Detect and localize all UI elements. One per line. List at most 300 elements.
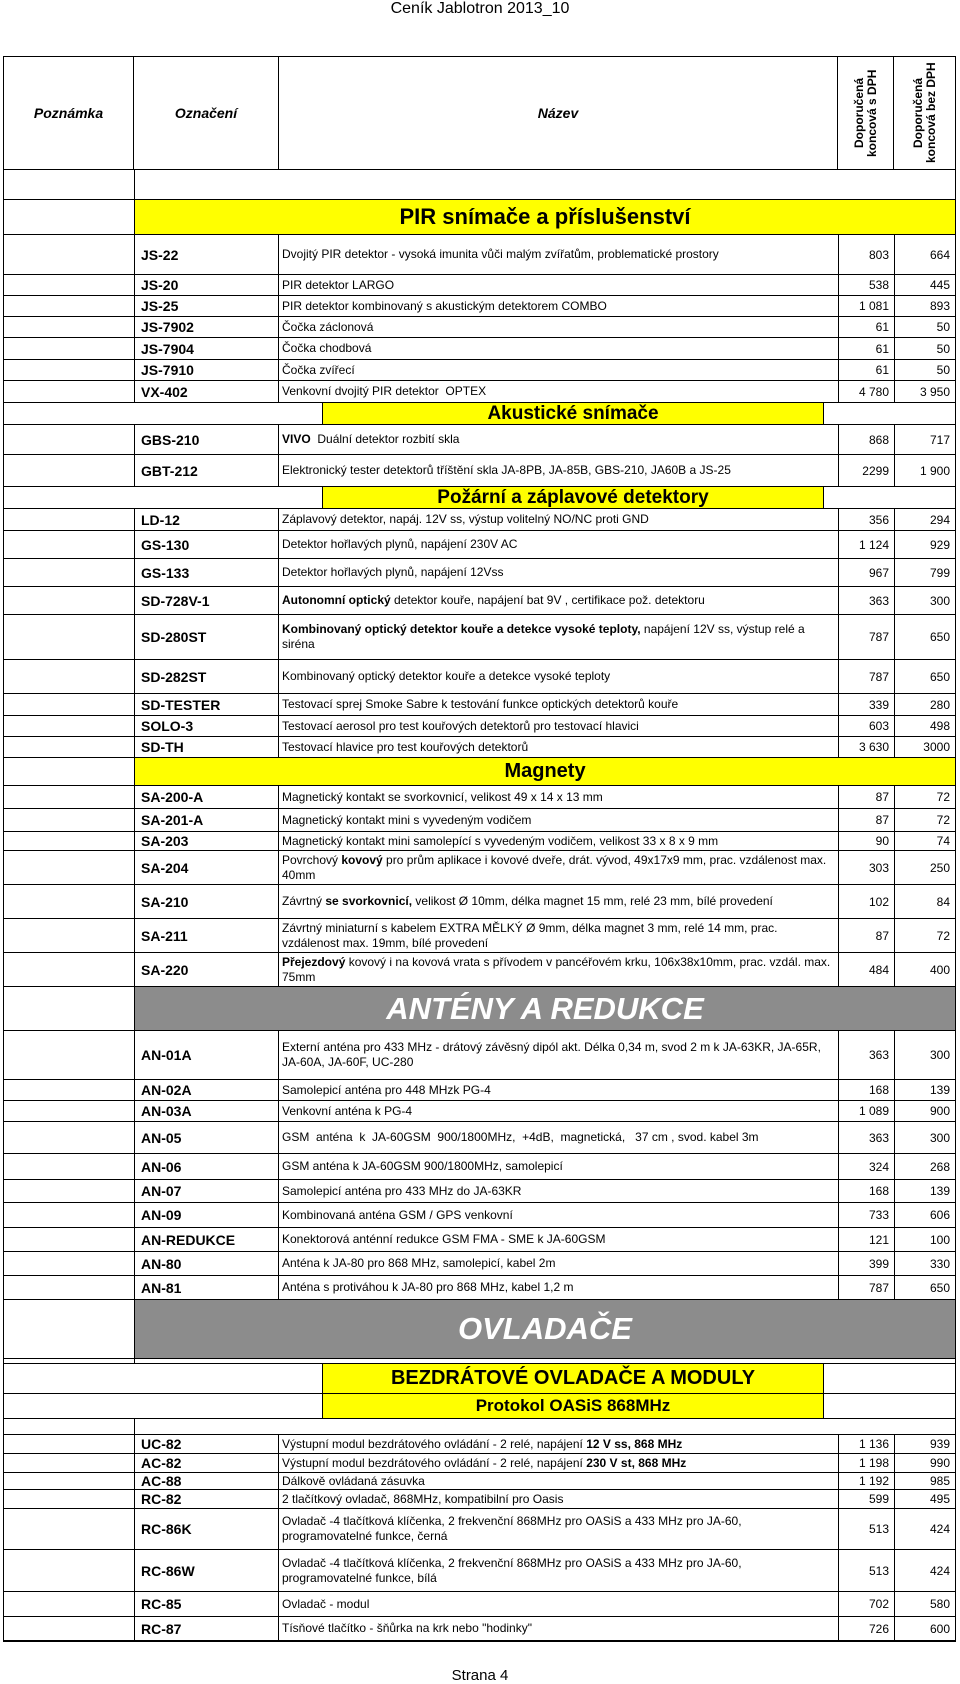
name-body: Elektronický tester detektorů tříštění skla JA-8PB, JA-85B, GBS-210, JA60B a JS-25 [282,463,731,477]
table-row [4,360,955,381]
product-name-text [282,719,639,734]
product-code: AN-07 [134,1180,279,1202]
product-name [279,1454,838,1472]
price-with-vat: 787 [838,615,894,659]
product-code: SA-211 [134,919,279,952]
product-name [279,587,838,614]
price-with-vat: 1 124 [838,531,894,558]
name-emphasis: kovový [341,852,383,867]
name-body: Samolepicí anténa pro 448 MHzk PG-4 [282,1082,491,1097]
price-with-vat: 599 [838,1490,894,1508]
price-without-vat: 300 [894,1122,955,1153]
price-without-vat: 650 [894,1276,955,1299]
product-name-text [282,1492,563,1507]
name-body: Samolepicí anténa pro 433 MHz do JA-63KR [282,1183,522,1198]
product-code: AC-82 [134,1454,279,1472]
price-with-vat: 324 [838,1154,894,1179]
subsection-header [4,1364,955,1394]
name-body: GSM anténa k JA-60GSM 900/1800MHz, +4dB, magnetická, 37 cm , svod. kabel 3m [282,1130,759,1144]
price-without-vat: 250 [894,851,955,884]
table-row [4,425,955,455]
header-price-vat: Doporučená koncová s DPH [838,57,894,169]
table-row [4,1101,955,1122]
table-row [4,1122,955,1154]
product-name [279,531,838,558]
name-body: GSM anténa k JA-60GSM 900/1800MHz, samolepicí [282,1159,563,1173]
product-name-text [282,1040,832,1070]
name-body: Magnetický kontakt mini samolepící s vyvedeným vodičem, velikost 33 x 8 x 9 mm [282,833,719,848]
header-code: Označení [134,57,279,169]
table-row [4,1154,955,1180]
product-code: GBS-210 [134,425,279,454]
price-without-vat: 580 [894,1592,955,1616]
price-without-vat: 139 [894,1080,955,1100]
spacer-line [134,1419,135,1434]
price-with-vat: 702 [838,1592,894,1616]
name-prefix: Povrchový [282,852,342,867]
product-name-text [282,593,705,608]
table-row [4,1509,955,1550]
price-with-vat: 484 [838,953,894,986]
table-row [4,809,955,832]
table-row [4,1617,955,1641]
product-name [279,338,838,359]
header-name: Název [279,57,838,169]
price-without-vat: 990 [894,1454,955,1472]
product-name-text [282,853,832,883]
product-name-text [282,463,731,478]
name-emphasis-tail: 230 V st, 868 MHz [586,1455,687,1470]
name-body: Záplavový detektor, napáj. 12V ss, výstup volitelný NO/NC proti GND [282,512,649,526]
product-code: AC-88 [134,1473,279,1489]
product-code: GS-133 [134,559,279,586]
product-name [279,953,838,986]
product-code: SA-220 [134,953,279,986]
price-with-vat: 339 [838,694,894,715]
price-with-vat: 787 [838,1276,894,1299]
product-name-text [282,1256,555,1271]
product-code: RC-86K [134,1509,279,1549]
section-title: OVLADAČE [134,1300,955,1358]
table-row [4,296,955,317]
price-without-vat: 100 [894,1228,955,1251]
name-body: Dálkově ovládaná zásuvka [282,1473,425,1488]
price-without-vat: 50 [894,338,955,359]
price-without-vat: 445 [894,275,955,295]
table-row [4,1252,955,1276]
price-without-vat: 498 [894,716,955,736]
product-name [279,1252,838,1275]
price-without-vat: 424 [894,1550,955,1591]
product-code: SD-280ST [134,615,279,659]
name-emphasis: Přejezdový [282,954,346,969]
price-with-vat: 513 [838,1550,894,1591]
table-row [4,1592,955,1617]
price-with-vat: 61 [838,338,894,359]
table-row [4,786,955,809]
product-code: AN-03A [134,1101,279,1121]
price-without-vat: 300 [894,1031,955,1079]
section-header [4,1300,955,1359]
price-with-vat: 538 [838,275,894,295]
price-with-vat: 4 780 [838,381,894,402]
price-without-vat: 799 [894,559,955,586]
section-header [4,987,955,1031]
table-row [4,1080,955,1101]
product-name [279,235,838,274]
table-row [4,716,955,737]
name-body: 2 tlačítkový ovladač, 868MHz, kompatibilní pro Oasis [282,1491,564,1506]
table-header [4,57,955,170]
price-table [3,56,956,1642]
price-without-vat: 400 [894,953,955,986]
price-with-vat: 513 [838,1509,894,1549]
product-name-text [282,1437,682,1452]
product-name-text [282,1556,832,1586]
product-name [279,296,838,316]
table-row [4,455,955,487]
price-with-vat: 61 [838,317,894,337]
header-note: Poznámka [4,57,134,169]
product-code: SA-203 [134,832,279,850]
price-without-vat: 84 [894,885,955,918]
product-name [279,559,838,586]
product-name-text [282,247,719,262]
product-name-text [282,740,528,755]
name-emphasis: Autonomní optický [282,593,391,607]
price-without-vat: 606 [894,1203,955,1227]
product-name [279,694,838,715]
product-name [279,1617,838,1640]
product-name-text [282,790,603,805]
spacer-row [4,1419,955,1435]
product-name [279,381,838,402]
name-body: Čočka záclonová [282,319,374,334]
name-body: Dvojitý PIR detektor - vysoká imunita vůči malým zvířatům, problematické prostory [282,247,719,261]
name-body: kovový i na kovová vrata s přívodem v pancéřovém krku, 106x38x10mm, prac. vzdál. max. 75mm [282,954,834,984]
price-with-vat: 121 [838,1228,894,1251]
name-prefix: Závrtný [282,894,326,908]
product-name [279,1228,838,1251]
product-name [279,1080,838,1100]
name-body: Venkovní anténa k PG-4 [282,1103,413,1118]
price-with-vat: 1 192 [838,1473,894,1489]
name-body: Detektor hořlavých plynů, napájení 12Vss [282,565,504,579]
product-name [279,1180,838,1202]
product-code: SD-282ST [134,660,279,693]
product-name [279,1550,838,1591]
table-row [4,338,955,360]
subsection-header [4,1394,955,1419]
section-header [4,200,955,235]
product-name-text [282,1474,425,1489]
price-with-vat: 399 [838,1252,894,1275]
table-row [4,1228,955,1252]
price-without-vat: 72 [894,919,955,952]
product-name-text [282,341,371,356]
table-body [4,170,955,1641]
table-row [4,1031,955,1080]
name-body: pro prům aplikace i kovové dveře, drát. vývod, 49x17x9 mm, prac. vzdálenost max. 40mm [282,852,830,882]
spacer-line [134,1359,135,1363]
product-code: JS-7904 [134,338,279,359]
product-code: SA-204 [134,851,279,884]
price-with-vat: 803 [838,235,894,274]
name-body: Venkovní dvojitý PIR detektor OPTEX [282,384,487,398]
product-name [279,851,838,884]
product-name [279,885,838,918]
product-name-text [282,622,832,652]
price-without-vat: 1 900 [894,455,955,486]
section-title: PIR snímače a příslušenství [134,200,955,234]
spacer-line [134,170,135,199]
table-row [4,587,955,615]
name-emphasis: Kombinovaný optický detektor kouře a detekce vysoké teploty, [282,622,641,636]
product-name-text [282,1280,574,1295]
table-row [4,381,955,403]
product-name-text [282,1208,513,1223]
product-name-text [282,813,531,828]
price-with-vat: 1 089 [838,1101,894,1121]
name-body: Detektor hořlavých plynů, napájení 230V AC [282,537,518,551]
name-body: Testovací aerosol pro test kouřových detektorů pro testovací hlavici [282,718,639,733]
name-body: Kombinovaná anténa GSM / GPS venkovní [282,1207,513,1222]
product-code: RC-86W [134,1550,279,1591]
product-code: SA-210 [134,885,279,918]
price-without-vat: 650 [894,615,955,659]
product-name [279,660,838,693]
product-name [279,809,838,831]
name-body: Výstupní modul bezdrátového ovládání - 2 relé, napájení [282,1436,587,1451]
product-code: JS-22 [134,235,279,274]
price-without-vat: 650 [894,660,955,693]
product-name [279,317,838,337]
price-with-vat: 787 [838,660,894,693]
price-without-vat: 330 [894,1252,955,1275]
product-name [279,1509,838,1549]
product-name [279,1490,838,1508]
name-body: Výstupní modul bezdrátového ovládání - 2 relé, napájení [282,1455,587,1470]
product-name-text [282,278,394,293]
price-with-vat: 102 [838,885,894,918]
product-code: AN-01A [134,1031,279,1079]
product-code: SD-728V-1 [134,587,279,614]
subsection-title: Požární a záplavové detektory [322,487,824,508]
table-row [4,953,955,987]
table-row [4,832,955,851]
price-with-vat: 733 [838,1203,894,1227]
product-name-text [282,1232,605,1247]
price-with-vat: 967 [838,559,894,586]
table-row [4,919,955,953]
table-row [4,559,955,587]
price-without-vat: 424 [894,1509,955,1549]
table-row [4,615,955,660]
price-without-vat: 893 [894,296,955,316]
section-header [4,758,955,786]
table-row [4,694,955,716]
table-row [4,1490,955,1509]
name-body: Ovladač - modul [282,1596,370,1611]
name-body: PIR detektor LARGO [282,277,395,292]
name-body: Čočka zvířecí [282,362,355,377]
product-code: SA-201-A [134,809,279,831]
product-name-text [282,894,773,909]
product-name-text [282,1159,563,1174]
name-body: Anténa k JA-80 pro 868 MHz, samolepicí, kabel 2m [282,1256,556,1270]
table-row [4,235,955,275]
price-without-vat: 300 [894,587,955,614]
price-without-vat: 294 [894,509,955,530]
product-name [279,737,838,757]
product-name-text [282,320,373,335]
name-body: Ovladač -4 tlačítková klíčenka, 2 frekvenční 868MHz pro OASiS a 433 MHz pro JA-60, programovatelné funkce, bílá [282,1555,745,1585]
product-name-text [282,1597,369,1612]
product-name-text [282,363,355,378]
name-body: Externí anténa pro 433 MHz - drátový závěsný dipól akt. Délka 0,34 m, svod 2 m k JA-63KR, JA-65R, JA-60A, JA-60F, UC-280 [282,1040,825,1069]
name-body: velikost Ø 10mm, délka magnet 15 mm, relé 23 mm, bílé provedení [412,894,773,908]
product-name [279,1122,838,1153]
price-without-vat: 939 [894,1435,955,1453]
product-name-text [282,1621,532,1636]
price-with-vat: 363 [838,1031,894,1079]
price-with-vat: 726 [838,1617,894,1640]
price-with-vat: 3 630 [838,737,894,757]
product-name [279,615,838,659]
product-name [279,786,838,808]
price-with-vat: 356 [838,509,894,530]
table-row [4,885,955,919]
price-without-vat: 72 [894,809,955,831]
spacer-row [4,170,955,200]
price-with-vat: 363 [838,1122,894,1153]
product-code: AN-80 [134,1252,279,1275]
product-name [279,1592,838,1616]
name-emphasis: VIVO [282,432,311,446]
product-name [279,1203,838,1227]
product-name-text [282,955,832,985]
product-name-text [282,537,517,552]
table-row [4,1473,955,1490]
table-row [4,737,955,758]
product-name [279,832,838,850]
product-code: RC-82 [134,1490,279,1508]
name-emphasis-tail: 12 V ss, 868 MHz [586,1436,683,1451]
price-without-vat: 985 [894,1473,955,1489]
product-code: SOLO-3 [134,716,279,736]
product-code: SD-TH [134,737,279,757]
price-with-vat: 87 [838,809,894,831]
product-name [279,1101,838,1121]
name-body: Duální detektor rozbití skla [310,432,460,446]
product-code: AN-02A [134,1080,279,1100]
name-body: Ovladač -4 tlačítková klíčenka, 2 frekvenční 868MHz pro OASiS a 433 MHz pro JA-60, programovatelné funkce, černá [282,1514,745,1543]
product-code: VX-402 [134,381,279,402]
product-name-text [282,1514,832,1544]
product-name-text [282,669,610,684]
price-without-vat: 664 [894,235,955,274]
product-name-text [282,1104,412,1119]
product-code: JS-7902 [134,317,279,337]
product-name [279,509,838,530]
name-body: Testovací hlavice pro test kouřových detektorů [282,739,529,754]
table-row [4,660,955,694]
product-code: JS-7910 [134,360,279,380]
table-row [4,1550,955,1592]
subsection-title: Protokol OASiS 868MHz [322,1394,824,1418]
price-without-vat: 495 [894,1490,955,1508]
name-emphasis: se svorkovnicí, [325,894,413,908]
name-body: Magnetický kontakt mini s vyvedeným vodičem [282,812,532,827]
product-name [279,919,838,952]
price-with-vat: 1 198 [838,1454,894,1472]
product-name [279,716,838,736]
subsection-title: BEZDRÁTOVÉ OVLADAČE A MODULY [322,1364,824,1393]
price-with-vat: 2299 [838,455,894,486]
table-row [4,1454,955,1473]
product-code: GBT-212 [134,455,279,486]
table-row [4,1276,955,1300]
price-with-vat: 1 081 [838,296,894,316]
price-without-vat: 50 [894,317,955,337]
table-row [4,1203,955,1228]
price-without-vat: 74 [894,832,955,850]
price-without-vat: 3000 [894,737,955,757]
price-with-vat: 61 [838,360,894,380]
product-code: AN-REDUKCE [134,1228,279,1251]
table-row [4,851,955,885]
price-without-vat: 3 950 [894,381,955,402]
name-body: Testovací sprej Smoke Sabre k testování funkce optických detektorů kouře [282,697,679,711]
section-title: ANTÉNY A REDUKCE [134,987,955,1030]
product-name-text [282,1456,686,1471]
price-with-vat: 168 [838,1080,894,1100]
name-body: Magnetický kontakt se svorkovnicí, velikost 49 x 14 x 13 mm [282,789,603,804]
section-title: Magnety [134,758,955,785]
table-row [4,509,955,531]
product-code: SD-TESTER [134,694,279,715]
product-name-text [282,299,607,314]
product-name [279,1473,838,1489]
product-code: JS-25 [134,296,279,316]
page-footer: Strana 4 [451,1667,509,1684]
table-row [4,317,955,338]
name-body: Závrtný miniaturní s kabelem EXTRA MĚLKÝ Ø 9mm, délka magnet 3 mm, relé 14 mm, prac. vzdálenost max. 19mm, bílé provedení [282,920,781,950]
subsection-header [4,403,955,425]
product-code: AN-05 [134,1122,279,1153]
product-name-text [282,1130,759,1145]
price-without-vat: 139 [894,1180,955,1202]
subsection-title: Akustické snímače [322,403,824,424]
name-body: detektor kouře, napájení bat 9V , certifikace pož. detektoru [390,593,705,607]
price-without-vat: 600 [894,1617,955,1640]
table-row [4,1435,955,1454]
product-code: RC-87 [134,1617,279,1640]
table-row [4,531,955,559]
name-body: Konektorová anténní redukce GSM FMA - SME k JA-60GSM [282,1232,606,1246]
price-with-vat: 87 [838,786,894,808]
product-code: SA-200-A [134,786,279,808]
header-price-novat: Doporučená koncová bez DPH [910,62,938,164]
table-row [4,1180,955,1203]
product-name [279,275,838,295]
name-body: PIR detektor kombinovaný s akustickým detektorem COMBO [282,298,607,313]
product-code: UC-82 [134,1435,279,1453]
price-with-vat: 868 [838,425,894,454]
price-with-vat: 363 [838,587,894,614]
product-name [279,1031,838,1079]
price-without-vat: 72 [894,786,955,808]
